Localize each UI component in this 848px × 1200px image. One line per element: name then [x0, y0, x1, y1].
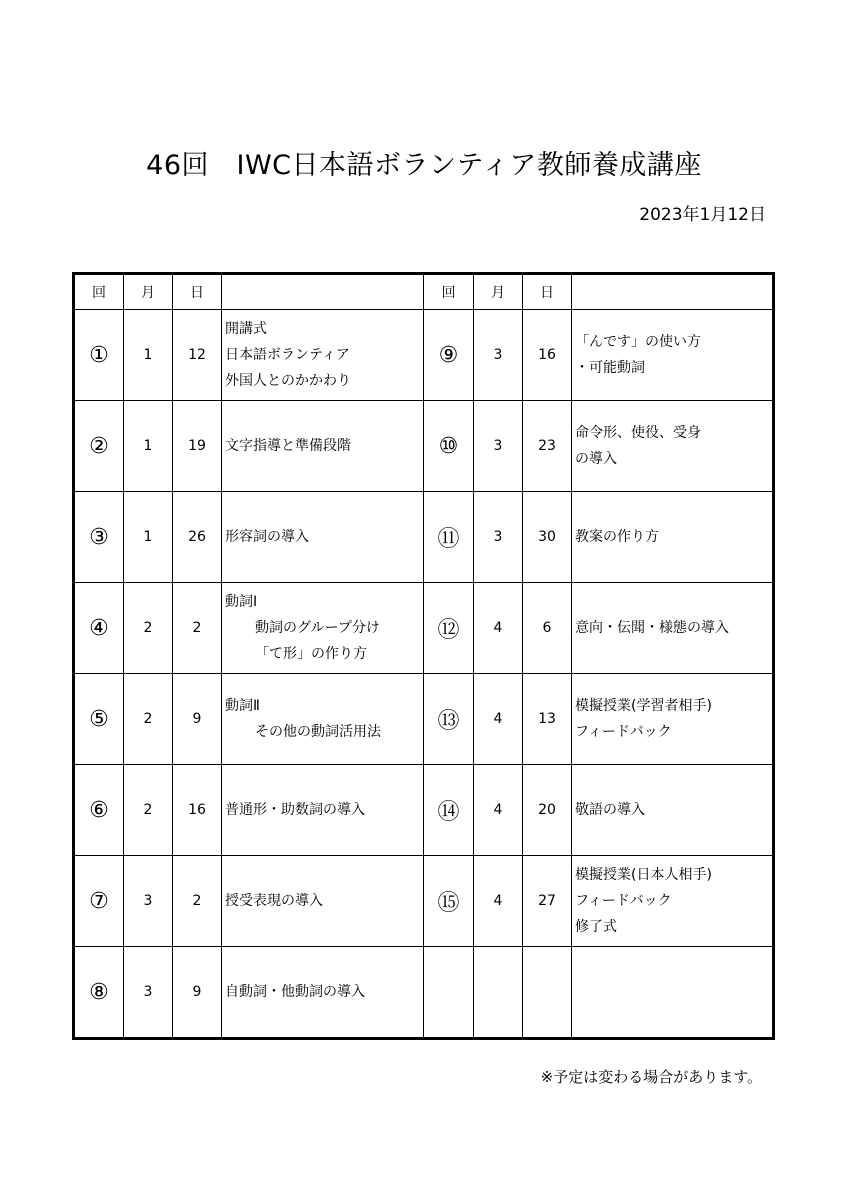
- session-content: [572, 674, 774, 765]
- header-day: 日: [173, 274, 222, 310]
- session-content: [222, 492, 424, 583]
- session-topic-line: 動詞Ⅰ: [225, 594, 258, 610]
- session-month: 1: [124, 401, 173, 492]
- session-number: ⑨: [424, 310, 474, 401]
- session-topic-line: 日本語ボランティア: [225, 347, 350, 363]
- session-day: 6: [523, 583, 572, 674]
- session-content: [572, 583, 774, 674]
- session-number: ⑧: [74, 947, 124, 1039]
- session-number: ⑬: [424, 674, 474, 765]
- session-topic-line: ・可能動詞: [575, 360, 645, 376]
- session-content: [572, 401, 774, 492]
- session-month: 1: [124, 492, 173, 583]
- header-month: 月: [124, 274, 173, 310]
- session-content: [572, 947, 774, 1039]
- session-topic-line: 普通形・助数詞の導入: [225, 802, 365, 818]
- session-number: ⑭: [424, 765, 474, 856]
- session-topic-line: 修了式: [575, 919, 617, 935]
- session-month: 3: [474, 401, 523, 492]
- table-row: [74, 765, 774, 856]
- session-topic-line: 模擬授業(学習者相手): [575, 698, 712, 714]
- session-number: ⑫: [424, 583, 474, 674]
- session-number: ②: [74, 401, 124, 492]
- session-number: [424, 947, 474, 1039]
- session-number: ⑥: [74, 765, 124, 856]
- session-month: 3: [474, 310, 523, 401]
- page-title: 46回 IWC日本語ボランティア教師養成講座: [146, 150, 702, 181]
- table-row: [74, 492, 774, 583]
- table-row: [74, 310, 774, 401]
- session-number: ④: [74, 583, 124, 674]
- session-number: ⑩: [424, 401, 474, 492]
- session-topic-line: 教案の作り方: [575, 529, 659, 545]
- header-month: 月: [474, 274, 523, 310]
- document-date: 2023年1月12日: [639, 205, 766, 225]
- session-number: ⑪: [424, 492, 474, 583]
- session-content: [572, 765, 774, 856]
- table-row: [74, 401, 774, 492]
- session-number: ③: [74, 492, 124, 583]
- header-kai: 回: [74, 274, 124, 310]
- session-content: [222, 583, 424, 674]
- session-topic-line: 文字指導と準備段階: [225, 438, 351, 454]
- session-day: 9: [173, 947, 222, 1039]
- session-day: 23: [523, 401, 572, 492]
- session-content: [572, 492, 774, 583]
- session-subtopic-line: 「て形」の作り方: [255, 646, 367, 662]
- session-content: [222, 765, 424, 856]
- table-header-row: [74, 274, 774, 310]
- session-content: [572, 856, 774, 947]
- session-content: [222, 310, 424, 401]
- session-content: [222, 401, 424, 492]
- session-topic-line: 形容詞の導入: [225, 529, 309, 545]
- session-number: ⑦: [74, 856, 124, 947]
- session-month: 1: [124, 310, 173, 401]
- session-content: [572, 310, 774, 401]
- session-topic-line: 意向・伝聞・様態の導入: [575, 620, 729, 636]
- session-topic-line: 動詞Ⅱ: [225, 698, 260, 714]
- session-day: 2: [173, 583, 222, 674]
- session-day: 2: [173, 856, 222, 947]
- session-topic-line: フィードバック: [575, 724, 672, 740]
- session-month: 2: [124, 583, 173, 674]
- header-content: [222, 274, 424, 310]
- session-month: 2: [124, 765, 173, 856]
- session-month: 4: [474, 856, 523, 947]
- session-topic-line: 自動詞・他動詞の導入: [225, 984, 365, 1000]
- table-row: [74, 674, 774, 765]
- session-day: 27: [523, 856, 572, 947]
- session-number: ⑮: [424, 856, 474, 947]
- session-day: 16: [173, 765, 222, 856]
- session-content: [222, 947, 424, 1039]
- session-day: 12: [173, 310, 222, 401]
- session-day: 9: [173, 674, 222, 765]
- schedule-change-note: ※予定は変わる場合があります。: [540, 1068, 762, 1086]
- session-month: 3: [474, 492, 523, 583]
- session-day: 19: [173, 401, 222, 492]
- session-month: [474, 947, 523, 1039]
- session-topic-line: 命令形、使役、受身: [575, 425, 701, 441]
- session-month: 4: [474, 674, 523, 765]
- session-content: [222, 674, 424, 765]
- schedule-table: [72, 272, 775, 1040]
- table-row: [74, 583, 774, 674]
- table-row: [74, 856, 774, 947]
- session-number: ①: [74, 310, 124, 401]
- session-subtopic-line: その他の動詞活用法: [255, 724, 381, 740]
- header-day: 日: [523, 274, 572, 310]
- session-day: 20: [523, 765, 572, 856]
- session-topic-line: 開講式: [225, 321, 267, 337]
- session-content: [222, 856, 424, 947]
- header-content: [572, 274, 774, 310]
- session-topic-line: の導入: [575, 451, 617, 467]
- table-row: [74, 947, 774, 1039]
- session-topic-line: 外国人とのかかわり: [225, 373, 351, 389]
- session-day: 30: [523, 492, 572, 583]
- session-day: [523, 947, 572, 1039]
- session-month: 2: [124, 674, 173, 765]
- session-topic-line: 模擬授業(日本人相手): [575, 867, 712, 883]
- header-kai: 回: [424, 274, 474, 310]
- session-month: 4: [474, 583, 523, 674]
- session-subtopic-line: 動詞のグループ分け: [255, 620, 380, 636]
- session-month: 3: [124, 856, 173, 947]
- session-day: 13: [523, 674, 572, 765]
- session-topic-line: フィードバック: [575, 893, 672, 909]
- session-topic-line: 授受表現の導入: [225, 893, 323, 909]
- session-day: 26: [173, 492, 222, 583]
- session-day: 16: [523, 310, 572, 401]
- session-number: ⑤: [74, 674, 124, 765]
- session-month: 4: [474, 765, 523, 856]
- session-topic-line: 敬語の導入: [575, 802, 645, 818]
- session-topic-line: 「んです」の使い方: [575, 334, 701, 350]
- session-month: 3: [124, 947, 173, 1039]
